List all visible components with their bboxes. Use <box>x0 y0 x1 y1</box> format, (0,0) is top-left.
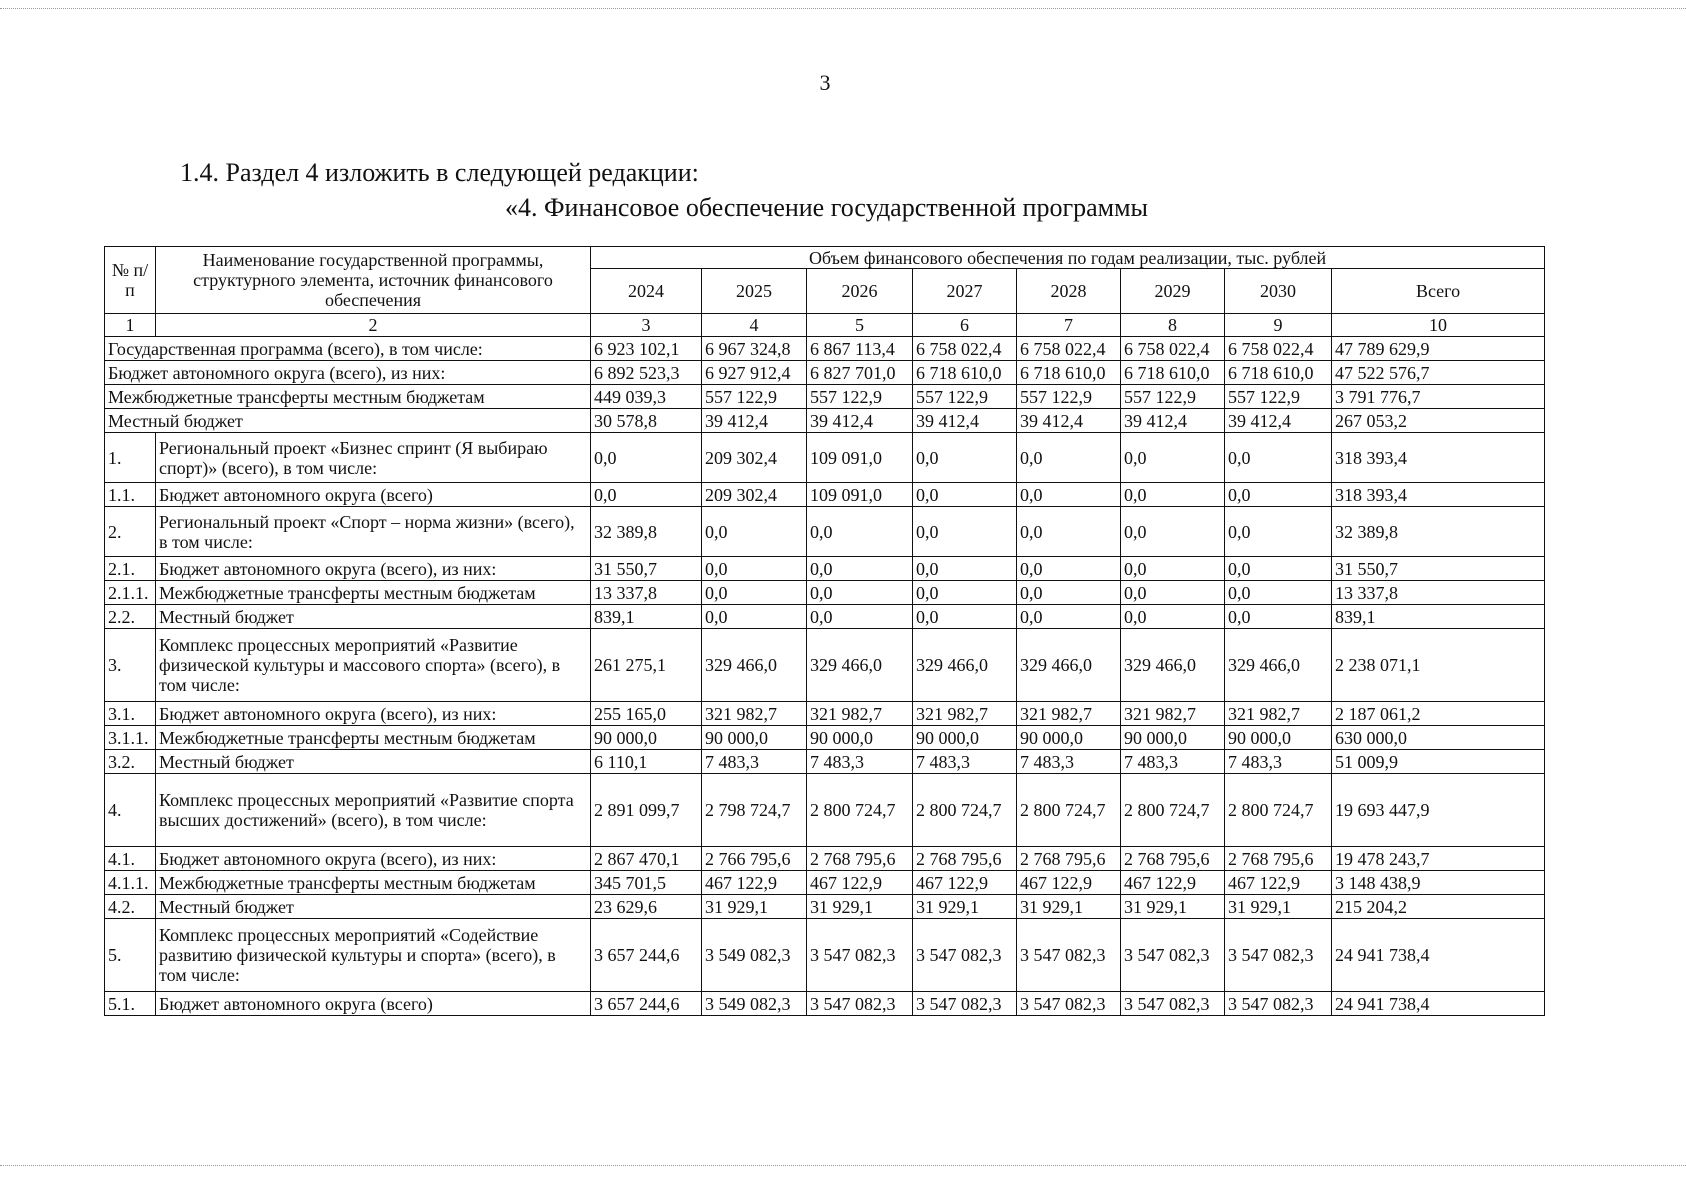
amount-cell: 3 791 776,7 <box>1332 385 1545 409</box>
amount-cell: 7 483,3 <box>702 750 807 774</box>
amount-cell: 321 982,7 <box>807 702 913 726</box>
column-index: 10 <box>1332 314 1545 337</box>
amount-cell: 557 122,9 <box>1225 385 1332 409</box>
amount-cell: 0,0 <box>807 605 913 629</box>
amount-cell: 39 412,4 <box>702 409 807 433</box>
amount-cell: 0,0 <box>913 507 1017 557</box>
amount-cell: 0,0 <box>807 557 913 581</box>
page-number: 3 <box>819 70 831 95</box>
row-name: Комплекс процессных мероприятий «Развитие спорта высших достижений» (всего), в том числе: <box>156 774 591 847</box>
amount-cell: 2 800 724,7 <box>1225 774 1332 847</box>
amount-cell: 467 122,9 <box>702 871 807 895</box>
amount-cell: 90 000,0 <box>1017 726 1121 750</box>
amount-cell: 90 000,0 <box>1121 726 1225 750</box>
amount-cell: 13 337,8 <box>1332 581 1545 605</box>
year-header: 2030 <box>1225 269 1332 314</box>
row-number: 5.1. <box>105 992 156 1016</box>
amount-cell: 2 798 724,7 <box>702 774 807 847</box>
amount-cell: 0,0 <box>1225 507 1332 557</box>
amount-cell: 3 547 082,3 <box>1017 919 1121 992</box>
table-row <box>105 992 1545 1016</box>
amount-cell: 0,0 <box>1225 483 1332 507</box>
amount-cell: 630 000,0 <box>1332 726 1545 750</box>
amount-cell: 0,0 <box>913 433 1017 483</box>
amount-cell: 6 923 102,1 <box>591 337 702 361</box>
amount-cell: 7 483,3 <box>1225 750 1332 774</box>
amount-cell: 329 466,0 <box>807 629 913 702</box>
row-name: Региональный проект «Спорт – норма жизни» (всего), в том числе: <box>156 507 591 557</box>
amount-cell: 0,0 <box>1121 605 1225 629</box>
row-name: Бюджет автономного округа (всего), из них: <box>156 557 591 581</box>
amount-cell: 329 466,0 <box>1121 629 1225 702</box>
amount-cell: 3 657 244,6 <box>591 992 702 1016</box>
amount-cell: 2 768 795,6 <box>1225 847 1332 871</box>
row-name: Межбюджетные трансферты местным бюджетам <box>156 581 591 605</box>
section-title: «4. Финансовое обеспечение государственной программы <box>505 193 1149 222</box>
amount-cell: 19 478 243,7 <box>1332 847 1545 871</box>
row-number: 5. <box>105 919 156 992</box>
amount-cell: 2 187 061,2 <box>1332 702 1545 726</box>
table-row <box>105 629 1545 702</box>
amount-cell: 31 929,1 <box>1121 895 1225 919</box>
amount-cell: 39 412,4 <box>913 409 1017 433</box>
amount-cell: 2 768 795,6 <box>1121 847 1225 871</box>
table-row <box>105 871 1545 895</box>
row-name: Бюджет автономного округа (всего), из них: <box>156 847 591 871</box>
amount-cell: 467 122,9 <box>1121 871 1225 895</box>
amount-cell: 7 483,3 <box>913 750 1017 774</box>
amount-cell: 557 122,9 <box>913 385 1017 409</box>
amount-cell: 0,0 <box>1017 557 1121 581</box>
amount-cell: 0,0 <box>807 507 913 557</box>
amount-cell: 318 393,4 <box>1332 433 1545 483</box>
amount-cell: 51 009,9 <box>1332 750 1545 774</box>
amount-cell: 0,0 <box>1017 581 1121 605</box>
amount-cell: 3 547 082,3 <box>913 919 1017 992</box>
row-number: 2.1. <box>105 557 156 581</box>
amount-cell: 557 122,9 <box>807 385 913 409</box>
summary-row <box>105 385 1545 409</box>
column-index: 6 <box>913 314 1017 337</box>
amount-cell: 39 412,4 <box>1225 409 1332 433</box>
amount-cell: 31 929,1 <box>913 895 1017 919</box>
amount-cell: 6 827 701,0 <box>807 361 913 385</box>
amount-cell: 3 547 082,3 <box>913 992 1017 1016</box>
amount-cell: 0,0 <box>1225 605 1332 629</box>
amount-cell: 209 302,4 <box>702 483 807 507</box>
amount-cell: 215 204,2 <box>1332 895 1545 919</box>
amount-cell: 3 657 244,6 <box>591 919 702 992</box>
table-row <box>105 726 1545 750</box>
amount-cell: 557 122,9 <box>1121 385 1225 409</box>
row-name: Межбюджетные трансферты местным бюджетам <box>156 871 591 895</box>
amount-cell: 47 522 576,7 <box>1332 361 1545 385</box>
row-number: 3.1.1. <box>105 726 156 750</box>
amount-cell: 839,1 <box>591 605 702 629</box>
column-index: 7 <box>1017 314 1121 337</box>
total-header: Всего <box>1332 269 1545 314</box>
amount-cell: 2 867 470,1 <box>591 847 702 871</box>
table-row <box>105 557 1545 581</box>
row-number: 3.2. <box>105 750 156 774</box>
amount-cell: 6 718 610,0 <box>1017 361 1121 385</box>
amount-cell: 839,1 <box>1332 605 1545 629</box>
amount-cell: 0,0 <box>702 581 807 605</box>
amount-cell: 321 982,7 <box>702 702 807 726</box>
amount-cell: 0,0 <box>1121 557 1225 581</box>
table-header-row <box>105 247 1545 269</box>
amount-cell: 2 766 795,6 <box>702 847 807 871</box>
amount-cell: 6 867 113,4 <box>807 337 913 361</box>
amount-cell: 0,0 <box>702 557 807 581</box>
amount-cell: 7 483,3 <box>1017 750 1121 774</box>
amount-cell: 7 483,3 <box>807 750 913 774</box>
amount-cell: 3 549 082,3 <box>702 992 807 1016</box>
amount-cell: 31 929,1 <box>702 895 807 919</box>
summary-row <box>105 361 1545 385</box>
amount-cell: 6 758 022,4 <box>913 337 1017 361</box>
amount-cell: 6 110,1 <box>591 750 702 774</box>
amount-cell: 31 550,7 <box>1332 557 1545 581</box>
row-name: Комплекс процессных мероприятий «Развитие физической культуры и массового спорта» (всего), в том числе: <box>156 629 591 702</box>
scan-artifact-top <box>0 8 1686 9</box>
amount-cell: 39 412,4 <box>1017 409 1121 433</box>
amount-cell: 267 053,2 <box>1332 409 1545 433</box>
amount-cell: 0,0 <box>1017 605 1121 629</box>
amount-cell: 329 466,0 <box>1225 629 1332 702</box>
row-number: 1.1. <box>105 483 156 507</box>
amount-cell: 467 122,9 <box>807 871 913 895</box>
amount-cell: 3 547 082,3 <box>1017 992 1121 1016</box>
row-name: Региональный проект «Бизнес спринт (Я выбираю спорт)» (всего), в том числе: <box>156 433 591 483</box>
amount-cell: 0,0 <box>1121 433 1225 483</box>
amount-cell: 3 549 082,3 <box>702 919 807 992</box>
scan-artifact-bottom <box>0 1165 1686 1166</box>
amount-cell: 90 000,0 <box>913 726 1017 750</box>
amount-cell: 24 941 738,4 <box>1332 919 1545 992</box>
amount-cell: 321 982,7 <box>1017 702 1121 726</box>
amount-cell: 7 483,3 <box>1121 750 1225 774</box>
amount-cell: 467 122,9 <box>1017 871 1121 895</box>
amount-cell: 2 768 795,6 <box>913 847 1017 871</box>
amount-cell: 2 768 795,6 <box>1017 847 1121 871</box>
row-name: Бюджет автономного округа (всего), из них: <box>156 702 591 726</box>
amount-cell: 47 789 629,9 <box>1332 337 1545 361</box>
table-row <box>105 895 1545 919</box>
column-index: 8 <box>1121 314 1225 337</box>
amount-cell: 90 000,0 <box>591 726 702 750</box>
amount-cell: 0,0 <box>1225 581 1332 605</box>
amount-cell: 0,0 <box>1121 483 1225 507</box>
amount-cell: 0,0 <box>1225 557 1332 581</box>
amount-cell: 467 122,9 <box>913 871 1017 895</box>
column-index-row <box>105 314 1545 337</box>
amount-cell: 32 389,8 <box>591 507 702 557</box>
table-row <box>105 605 1545 629</box>
row-number: 4.1. <box>105 847 156 871</box>
amount-cell: 109 091,0 <box>807 483 913 507</box>
amount-cell: 23 629,6 <box>591 895 702 919</box>
amount-cell: 2 768 795,6 <box>807 847 913 871</box>
amount-cell: 6 718 610,0 <box>913 361 1017 385</box>
row-name: Бюджет автономного округа (всего) <box>156 992 591 1016</box>
amount-cell: 13 337,8 <box>591 581 702 605</box>
column-index: 9 <box>1225 314 1332 337</box>
year-header: 2025 <box>702 269 807 314</box>
amount-cell: 32 389,8 <box>1332 507 1545 557</box>
row-number: 4.1.1. <box>105 871 156 895</box>
year-header: 2026 <box>807 269 913 314</box>
row-number: 2. <box>105 507 156 557</box>
amount-cell: 0,0 <box>913 483 1017 507</box>
amount-cell: 0,0 <box>702 605 807 629</box>
amount-cell: 467 122,9 <box>1225 871 1332 895</box>
row-label: Государственная программа (всего), в том числе: <box>105 337 591 361</box>
amount-cell: 90 000,0 <box>807 726 913 750</box>
amount-cell: 0,0 <box>1017 433 1121 483</box>
amount-cell: 0,0 <box>591 483 702 507</box>
amount-cell: 6 967 324,8 <box>702 337 807 361</box>
amount-cell: 3 547 082,3 <box>1225 919 1332 992</box>
row-number: 3. <box>105 629 156 702</box>
row-name: Местный бюджет <box>156 895 591 919</box>
table-row <box>105 847 1545 871</box>
amount-cell: 321 982,7 <box>1121 702 1225 726</box>
col-group-header: Объем финансового обеспечения по годам реализации, тыс. рублей <box>591 247 1545 269</box>
row-number: 4. <box>105 774 156 847</box>
row-name: Местный бюджет <box>156 605 591 629</box>
year-header: 2024 <box>591 269 702 314</box>
row-number: 2.2. <box>105 605 156 629</box>
col-no-header: № п/п <box>105 247 156 314</box>
row-number: 3.1. <box>105 702 156 726</box>
amount-cell: 557 122,9 <box>1017 385 1121 409</box>
amount-cell: 19 693 447,9 <box>1332 774 1545 847</box>
amount-cell: 3 547 082,3 <box>1121 992 1225 1016</box>
amount-cell: 0,0 <box>591 433 702 483</box>
amount-cell: 2 800 724,7 <box>1017 774 1121 847</box>
amount-cell: 2 891 099,7 <box>591 774 702 847</box>
amount-cell: 321 982,7 <box>1225 702 1332 726</box>
column-index: 2 <box>156 314 591 337</box>
amount-cell: 39 412,4 <box>807 409 913 433</box>
amount-cell: 2 800 724,7 <box>1121 774 1225 847</box>
column-index: 3 <box>591 314 702 337</box>
row-name: Местный бюджет <box>156 750 591 774</box>
year-header: 2027 <box>913 269 1017 314</box>
amount-cell: 2 238 071,1 <box>1332 629 1545 702</box>
amount-cell: 90 000,0 <box>702 726 807 750</box>
row-number: 1. <box>105 433 156 483</box>
row-name: Комплекс процессных мероприятий «Содействие развитию физической культуры и спорта» (всего), в том числе: <box>156 919 591 992</box>
amount-cell: 31 929,1 <box>807 895 913 919</box>
amount-cell: 31 550,7 <box>591 557 702 581</box>
table-row <box>105 581 1545 605</box>
amount-cell: 31 929,1 <box>1017 895 1121 919</box>
amount-cell: 0,0 <box>807 581 913 605</box>
amount-cell: 0,0 <box>913 581 1017 605</box>
row-number: 2.1.1. <box>105 581 156 605</box>
column-index: 4 <box>702 314 807 337</box>
table-row <box>105 433 1545 483</box>
amount-cell: 0,0 <box>1121 507 1225 557</box>
table-row <box>105 702 1545 726</box>
amount-cell: 6 758 022,4 <box>1225 337 1332 361</box>
section-heading: 1.4. Раздел 4 изложить в следующей редакции: <box>180 158 699 187</box>
column-index: 5 <box>807 314 913 337</box>
amount-cell: 30 578,8 <box>591 409 702 433</box>
amount-cell: 209 302,4 <box>702 433 807 483</box>
year-header: 2028 <box>1017 269 1121 314</box>
amount-cell: 6 758 022,4 <box>1121 337 1225 361</box>
amount-cell: 255 165,0 <box>591 702 702 726</box>
row-label: Межбюджетные трансферты местным бюджетам <box>105 385 591 409</box>
amount-cell: 449 039,3 <box>591 385 702 409</box>
amount-cell: 3 148 438,9 <box>1332 871 1545 895</box>
amount-cell: 6 718 610,0 <box>1121 361 1225 385</box>
amount-cell: 31 929,1 <box>1225 895 1332 919</box>
amount-cell: 3 547 082,3 <box>1121 919 1225 992</box>
amount-cell: 321 982,7 <box>913 702 1017 726</box>
column-index: 1 <box>105 314 156 337</box>
row-name: Бюджет автономного округа (всего) <box>156 483 591 507</box>
amount-cell: 6 892 523,3 <box>591 361 702 385</box>
amount-cell: 24 941 738,4 <box>1332 992 1545 1016</box>
table-row <box>105 750 1545 774</box>
year-header: 2029 <box>1121 269 1225 314</box>
amount-cell: 557 122,9 <box>702 385 807 409</box>
table-row <box>105 919 1545 992</box>
amount-cell: 6 927 912,4 <box>702 361 807 385</box>
financing-table <box>104 246 1545 1016</box>
amount-cell: 0,0 <box>913 605 1017 629</box>
amount-cell: 6 718 610,0 <box>1225 361 1332 385</box>
amount-cell: 90 000,0 <box>1225 726 1332 750</box>
amount-cell: 329 466,0 <box>913 629 1017 702</box>
amount-cell: 3 547 082,3 <box>807 919 913 992</box>
table-row <box>105 483 1545 507</box>
summary-row <box>105 337 1545 361</box>
amount-cell: 345 701,5 <box>591 871 702 895</box>
amount-cell: 3 547 082,3 <box>1225 992 1332 1016</box>
amount-cell: 318 393,4 <box>1332 483 1545 507</box>
table-row <box>105 774 1545 847</box>
summary-row <box>105 409 1545 433</box>
amount-cell: 0,0 <box>1017 483 1121 507</box>
table-row <box>105 507 1545 557</box>
amount-cell: 0,0 <box>702 507 807 557</box>
col-name-header: Наименование государственной программы, структурного элемента, источник финансового обеспечения <box>156 247 591 314</box>
amount-cell: 0,0 <box>913 557 1017 581</box>
amount-cell: 39 412,4 <box>1121 409 1225 433</box>
amount-cell: 2 800 724,7 <box>913 774 1017 847</box>
amount-cell: 261 275,1 <box>591 629 702 702</box>
amount-cell: 329 466,0 <box>702 629 807 702</box>
row-label: Бюджет автономного округа (всего), из них: <box>105 361 591 385</box>
amount-cell: 0,0 <box>1225 433 1332 483</box>
amount-cell: 3 547 082,3 <box>807 992 913 1016</box>
row-name: Межбюджетные трансферты местным бюджетам <box>156 726 591 750</box>
amount-cell: 2 800 724,7 <box>807 774 913 847</box>
amount-cell: 0,0 <box>1121 581 1225 605</box>
amount-cell: 6 758 022,4 <box>1017 337 1121 361</box>
amount-cell: 109 091,0 <box>807 433 913 483</box>
amount-cell: 329 466,0 <box>1017 629 1121 702</box>
row-number: 4.2. <box>105 895 156 919</box>
amount-cell: 0,0 <box>1017 507 1121 557</box>
row-label: Местный бюджет <box>105 409 591 433</box>
